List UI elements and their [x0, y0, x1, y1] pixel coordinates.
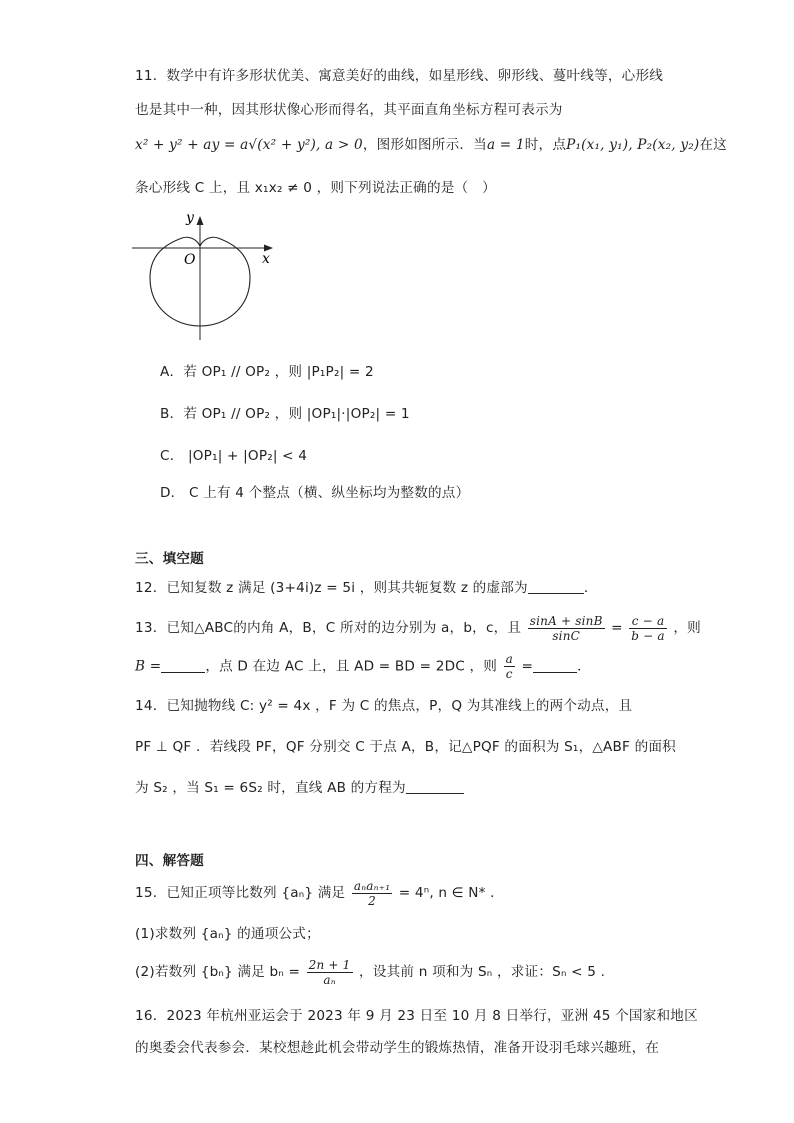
- q14-line1: 14．已知抛物线 C: y² = 4x ，F 为 C 的焦点，P，Q 为其准线上的两个动点，且: [135, 698, 633, 714]
- q13-eq: =: [611, 620, 623, 636]
- q13-answer-blank-2: [533, 658, 577, 673]
- q13-suffix: ，则: [673, 620, 701, 636]
- option-c: C． |OP₁| + |OP₂| < 4: [160, 448, 308, 464]
- q13-line2-text: ，点 D 在边 AC 上，且 AD = BD = 2DC ，则: [205, 658, 498, 675]
- y-axis-label: y: [186, 210, 194, 226]
- option-b: B．若 OP₁ // OP₂ ，则 |OP₁|·|OP₂| = 1: [160, 406, 410, 422]
- a-value: a = 1: [486, 137, 525, 153]
- q15-part1: (1)求数列 {aₙ} 的通项公式；: [135, 926, 320, 942]
- q14-answer-blank: [406, 779, 464, 794]
- points-p1-p2: P₁(x₁, y₁), P₂(x₂, y₂): [566, 137, 700, 153]
- q13-line1: [135, 612, 701, 644]
- q13-frac-sin: $\frac{\sin A + \sin B}{\sin C}$: [529, 613, 603, 643]
- q15-prefix: 15．已知正项等比数列 {aₙ} 满足: [135, 885, 346, 901]
- cardioid-figure: [130, 208, 280, 348]
- q16-line2: 的奥委会代表参会．某校想趁此机会带动学生的锻炼热情，准备开设羽毛球兴趣班，在: [135, 1040, 660, 1056]
- q15-part2: [135, 956, 605, 988]
- q16-line1: 16．2023 年杭州亚运会于 2023 年 9 月 23 日至 10 月 8 日举行，亚洲 45 个国家和地区: [135, 1008, 698, 1024]
- option-d: D． C 上有 4 个整点（横、纵坐标均为整数的点）: [160, 485, 470, 501]
- q15-frac: $\frac{\text{aₙaₙ₊₁}}{2}$: [353, 878, 391, 908]
- q13-frac-sides: $\frac{c - a}{b - a}$: [631, 613, 665, 643]
- q12-text: 12．已知复数 z 满足 (3+4i)z = 5i ，则其共轭复数 z 的虚部为: [135, 580, 528, 596]
- q13-prefix: 13．已知△ABC的内角 A，B，C 所对的边分别为 a，b，c，且: [135, 620, 522, 636]
- origin-label: O: [184, 252, 196, 268]
- q13-answer-blank-1: [161, 658, 205, 673]
- q13-eq2: =: [521, 658, 534, 675]
- q14-line3-text: 为 S₂ ，当 S₁ = 6S₂ 时，直线 AB 的方程为: [135, 780, 406, 796]
- q15-part2-frac: $\frac{2n + 1}{\text{aₙ}}$: [308, 957, 351, 987]
- section-title-solutions: 四、解答题: [135, 853, 204, 869]
- q13-frac-a-over-c: $\frac{a}{c}$: [505, 652, 513, 681]
- q13-line2: [135, 652, 591, 681]
- q15-part2-suffix: ，设其前 n 项和为 Sₙ ，求证：Sₙ < 5 .: [359, 964, 606, 980]
- q11-line2: 也是其中一种，因其形状像心形而得名，其平面直角坐标方程可表示为: [135, 102, 563, 118]
- q14-line2: PF ⊥ QF ．若线段 PF，QF 分别交 C 于点 A，B，记△PQF 的面积为 S₁，△ABF 的面积: [135, 739, 676, 755]
- q11-line1: 11．数学中有许多形状优美、寓意美好的曲线，如星形线、卵形线、蔓叶线等，心形线: [135, 68, 664, 84]
- x-axis-label: x: [262, 251, 270, 267]
- q11-line3-text3: 在这: [699, 137, 727, 153]
- y-axis-arrow-icon: [197, 216, 204, 225]
- q11-line3-text2: 时，点: [524, 137, 567, 153]
- cardioid-equation: x² + y² + ay = a√(x² + y²), a > 0: [135, 137, 363, 153]
- q12-end: ．: [583, 580, 598, 596]
- q11-line3-text: ，图形如图所示．当: [362, 137, 487, 153]
- q12-answer-blank: [528, 579, 584, 594]
- q14-line3: [135, 778, 464, 798]
- q15-part2-prefix: (2)若数列 {bₙ} 满足 bₙ =: [135, 964, 301, 980]
- option-a: A．若 OP₁ // OP₂ ，则 |P₁P₂| = 2: [160, 364, 374, 380]
- q15-suffix: = 4ⁿ, n ∈ N* ．: [398, 885, 504, 901]
- q11-line4: 条心形线 C 上，且 x₁x₂ ≠ 0 ，则下列说法正确的是（ ）: [135, 180, 496, 196]
- section-title-fill-in: 三、填空题: [135, 551, 204, 567]
- q15-line1: [135, 878, 504, 908]
- q12: [135, 578, 598, 598]
- q13-b-eq: B =: [135, 658, 162, 675]
- q11-line3: [135, 135, 727, 155]
- q13-end: ．: [577, 658, 591, 675]
